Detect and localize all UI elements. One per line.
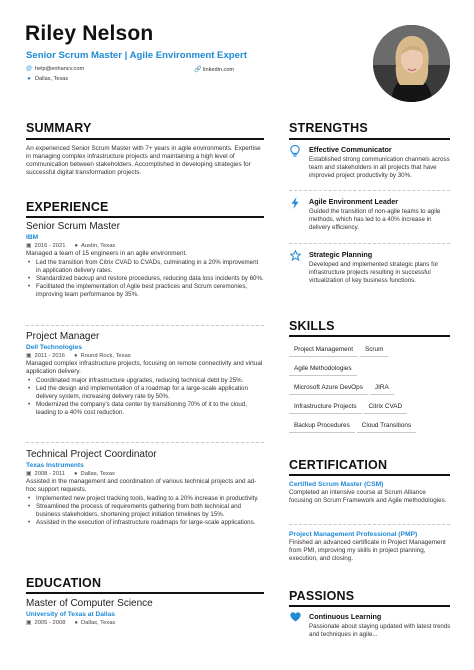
company-name: Dell Technologies [26, 344, 82, 351]
calendar-icon: ▣ [26, 243, 32, 249]
job-bullet: • Led the transition from Citrix CVAD to CVADs, culminating in a 20% improvement in application delivery rates. [26, 259, 264, 275]
job-bullet: • Implemented new project tracking tools, leading to a 20% increase in productivity. [26, 495, 264, 503]
skills-row [289, 418, 450, 433]
linkedin-text: linkedin.com [203, 66, 235, 73]
resume-headline: Senior Scrum Master | Agile Environment Expert [26, 50, 247, 61]
email-text: help@enhancv.com [35, 66, 85, 72]
job-bullet: • Standardized backup and restore procedures, reducing data loss incidents by 60%. [26, 275, 264, 283]
job-location: Round Rock, Texas [80, 353, 131, 359]
skill-tag: JIRA [370, 380, 394, 395]
education-location: Dallas, Texas [80, 620, 116, 626]
job-intro: Managed complex infrastructure projects, focusing on remote connectivity and virtual application delivery. [26, 360, 263, 376]
certification-rule [289, 474, 450, 476]
job-location: Austin, Texas [80, 243, 116, 249]
experience-entry [26, 331, 264, 417]
skill-tag: Backup Procedures [289, 418, 355, 433]
experience-heading: EXPERIENCE [26, 200, 109, 214]
divider [26, 442, 264, 443]
profile-photo-illustration [373, 25, 450, 102]
education-meta [26, 619, 264, 627]
certification-desc: Completed an intensive course at Scrum Alliance focusing on Scrum Framework and Agile methodologies. [289, 489, 447, 505]
location-pin-icon: ● [27, 76, 31, 82]
calendar-icon: ▣ [26, 620, 32, 626]
lightbulb-icon [289, 145, 301, 160]
job-dates: 2011 - 2016 [34, 353, 65, 359]
certification-item [289, 480, 450, 505]
contact-email[interactable] [26, 66, 84, 72]
job-title: Senior Scrum Master [26, 221, 120, 232]
skill-tag: Citrix CVAD [364, 399, 408, 414]
job-dates: 2008 - 2011 [34, 471, 65, 477]
skills-list [289, 342, 450, 437]
skill-tag: Agile Methodologies [289, 361, 357, 376]
skills-rule [289, 335, 450, 337]
education-entry [26, 598, 264, 627]
job-bullet: • Led the design and implementation of a roadmap for a large-scale application delivery system, increasing delivery rate by 50%. [26, 385, 264, 401]
job-bullet: • Coordinated major infrastructure upgrades, reducing technical debt by 25%. [26, 377, 264, 385]
strength-item [289, 145, 450, 187]
degree-title: Master of Computer Science [26, 598, 153, 609]
location-pin-icon: ● [74, 243, 78, 249]
profile-photo [373, 25, 450, 102]
summary-heading: SUMMARY [26, 121, 92, 135]
passion-item [289, 612, 450, 652]
job-bullets [26, 495, 264, 527]
strength-item [289, 197, 450, 239]
experience-entry [26, 449, 264, 527]
location-pin-icon: ● [74, 471, 78, 477]
company-name: Texas Instruments [26, 462, 84, 469]
skills-row [289, 342, 450, 357]
passions-rule [289, 605, 450, 607]
calendar-icon: ▣ [26, 353, 32, 359]
location-text: Dallas, Texas [35, 76, 69, 82]
education-rule [26, 592, 264, 594]
passions-heading: PASSIONS [289, 589, 355, 603]
strength-name: Strategic Planning [309, 250, 373, 259]
job-bullets [26, 259, 264, 299]
job-intro: Managed a team of 15 engineers in an agile environment. [26, 250, 188, 257]
job-intro: Assisted in the management and coordination of various technical projects and ad-hoc support requests. [26, 478, 257, 494]
strength-desc: Guided the transition of non-agile teams to agile methods, which has led to a 40% increase in delivery efficiency. [309, 208, 441, 231]
strength-desc: Established strong communication channels across team and stakeholders in all projects that have improved project productivity by 30%. [309, 156, 450, 179]
skills-row [289, 361, 450, 376]
summary-rule [26, 138, 264, 140]
skills-row [289, 380, 450, 395]
strengths-rule [289, 138, 450, 140]
certification-name: Project Management Professional (PMP) [289, 531, 418, 538]
divider [289, 243, 450, 244]
lightning-icon [289, 197, 301, 212]
contact-linkedin[interactable] [194, 66, 234, 73]
resume-name: Riley Nelson [25, 22, 154, 45]
divider [26, 325, 264, 326]
skill-tag: Microsoft Azure DevOps [289, 380, 368, 395]
experience-entry [26, 221, 264, 299]
strength-name: Effective Communicator [309, 145, 392, 154]
skills-row [289, 399, 450, 414]
location-pin-icon: ● [74, 620, 78, 626]
certification-name: Certified Scrum Master (CSM) [289, 481, 384, 488]
job-dates: 2016 - 2021 [34, 243, 66, 249]
job-meta [26, 352, 264, 360]
job-bullet: • Assisted in the execution of infrastructure roadmaps for large-scale applications. [26, 519, 264, 527]
certification-item [289, 530, 450, 563]
strength-name: Agile Environment Leader [309, 197, 399, 206]
location-pin-icon: ● [74, 353, 78, 359]
calendar-icon: ▣ [26, 471, 32, 477]
skill-tag: Scrum [360, 342, 388, 357]
star-icon [289, 250, 301, 264]
skill-tag: Infrastructure Projects [289, 399, 362, 414]
contact-location [26, 76, 68, 82]
summary-text: An experienced Senior Scrum Master with 7+ years in agile environments. Expertise in managing complex infrastructure projects and maintaining a high level of communication between stakeholders. Accomplished in developing strategies for successful digital transformation projects. [26, 145, 261, 177]
skill-tag: Cloud Transitions [357, 418, 416, 433]
job-bullet: • Streamlined the process of requirements gathering from both technical and business stakeholders, shortening project initiation timelines by 15%. [26, 503, 264, 519]
company-name: IBM [26, 234, 39, 241]
job-meta [26, 242, 264, 250]
job-bullet: • Facilitated the implementation of Agile best practices and Scrum ceremonies, improving team performance by 35%. [26, 283, 264, 299]
link-icon: 🔗 [194, 67, 202, 73]
education-dates: 2005 - 2008 [34, 620, 66, 626]
school-name: University of Texas at Dallas [26, 611, 115, 618]
strengths-heading: STRENGTHS [289, 121, 368, 135]
job-meta [26, 470, 264, 478]
job-bullet: • Modernized the company's data center by transitioning 70% of it to the cloud, leading to a 40% cost reduction. [26, 401, 264, 417]
skills-heading: SKILLS [289, 319, 335, 333]
passion-desc: Passionate about staying updated with latest trends and techniques in agile... [309, 623, 451, 638]
experience-rule [26, 216, 264, 218]
education-heading: EDUCATION [26, 576, 102, 590]
heart-icon [289, 612, 301, 625]
job-title: Project Manager [26, 331, 100, 342]
job-location: Dallas, Texas [80, 471, 115, 477]
certification-heading: CERTIFICATION [289, 458, 388, 472]
at-icon: @ [26, 66, 33, 72]
strength-item [289, 250, 450, 300]
divider [289, 190, 450, 191]
strength-desc: Developed and implemented strategic plans for infrastructure projects resulting in successful virtualization of key business functions. [309, 261, 439, 284]
job-title: Technical Project Coordinator [26, 449, 157, 460]
job-bullets [26, 377, 264, 417]
divider [289, 524, 450, 525]
certification-desc: Finished an advanced certificate in Project Management from PMI, improving my skills in project planning, execution, and closing. [289, 539, 446, 563]
passion-name: Continuous Learning [309, 612, 382, 621]
skill-tag: Project Management [289, 342, 358, 357]
